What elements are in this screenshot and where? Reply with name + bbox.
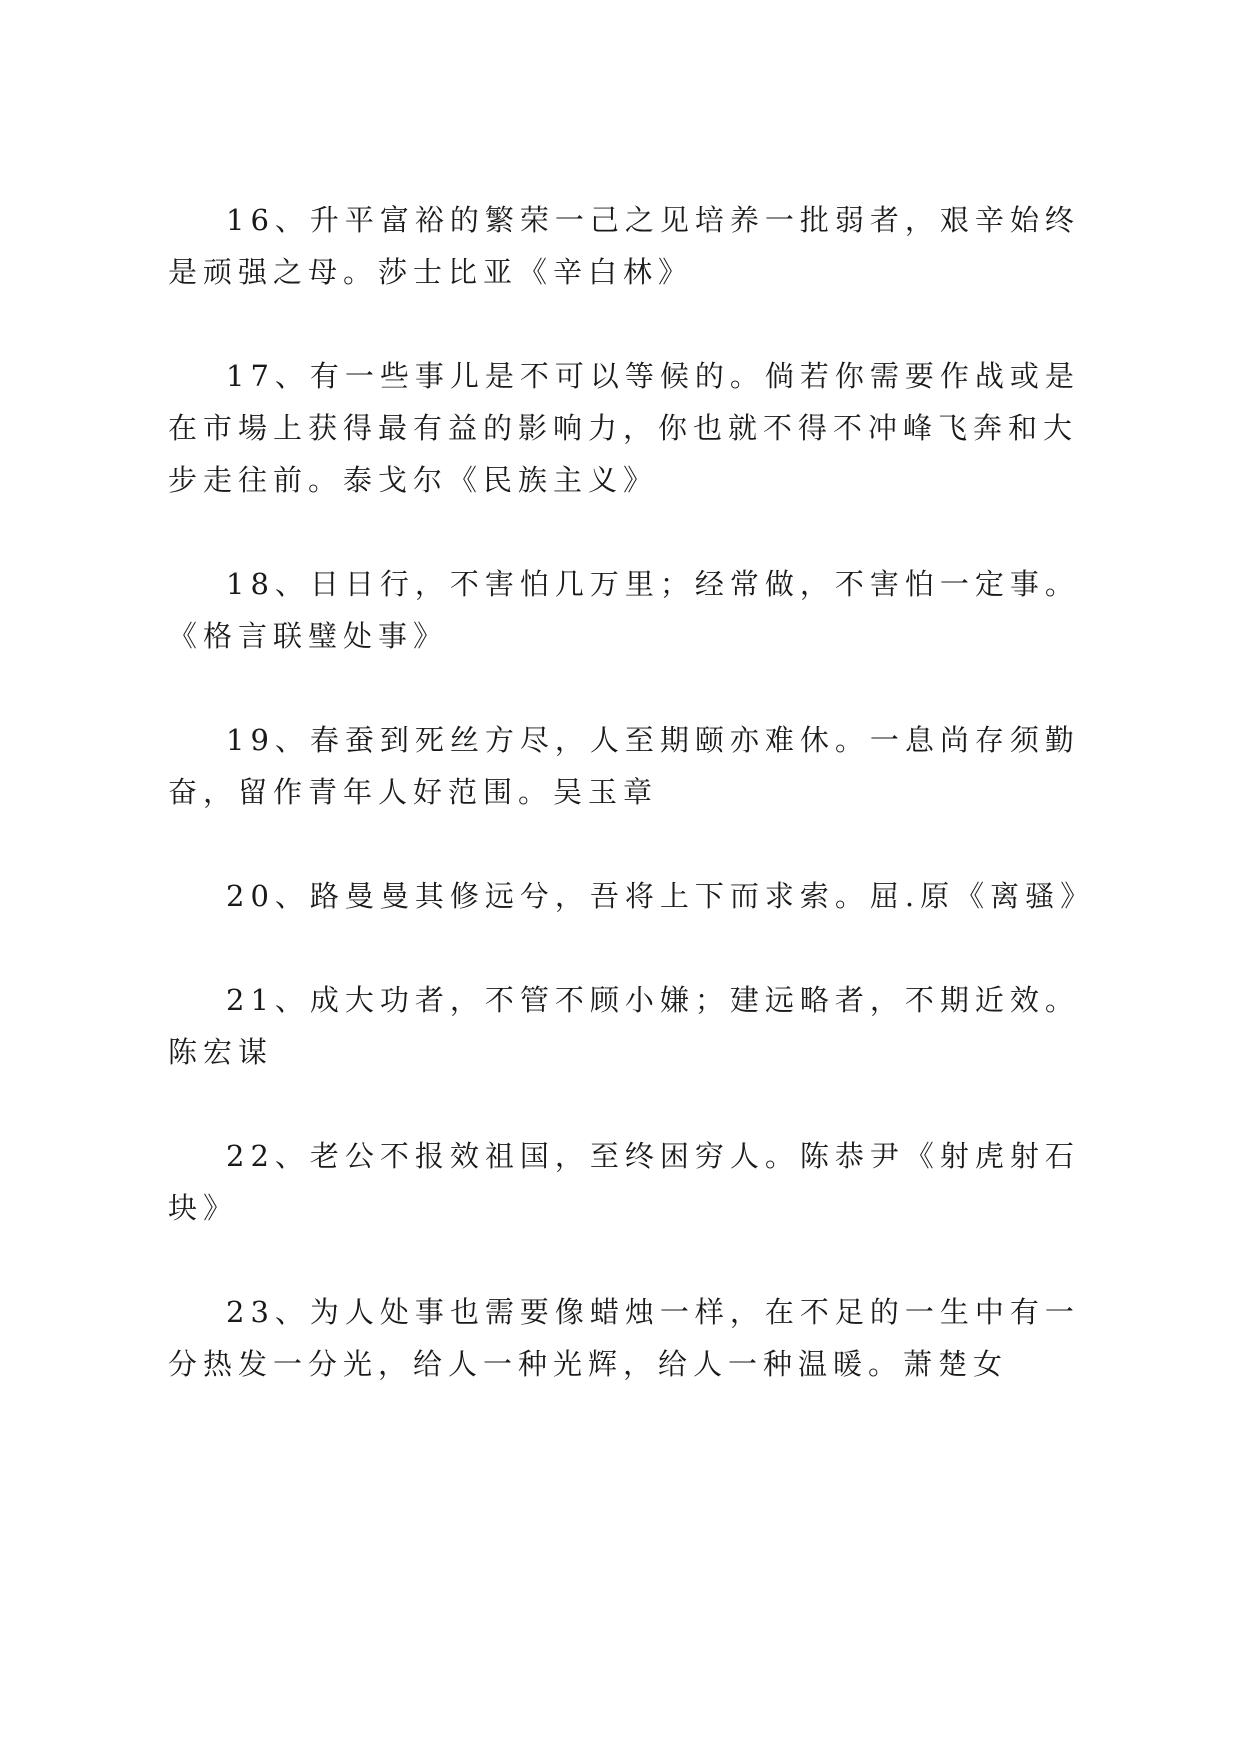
quote-entry-17	[168, 350, 1080, 506]
quote-line: 17、有一些事儿是不可以等候的。倘若你需要作战或是	[226, 359, 1080, 393]
quote-entry-18	[168, 558, 1080, 662]
quote-line: 是顽强之母。莎士比亚《辛白林》	[168, 255, 694, 289]
quote-line: 22、老公不报效祖国，至终困穷人。陈恭尹《射虎射石	[226, 1139, 1080, 1173]
quote-line: 19、春蚕到死丝方尽，人至期颐亦难休。一息尚存须勤	[226, 723, 1080, 757]
quote-line: 块》	[168, 1191, 239, 1225]
quote-entry-16	[168, 194, 1080, 298]
quote-line: 在市場上获得最有益的影响力，你也就不得不冲峰飞奔和大	[168, 411, 1079, 445]
quote-line: 奋，留作青年人好范围。吴玉章	[168, 775, 659, 809]
quote-entry-20	[168, 870, 1096, 922]
quote-line: 23、为人处事也需要像蜡烛一样，在不足的一生中有一	[226, 1295, 1080, 1329]
quote-line: 18、日日行，不害怕几万里；经常做，不害怕一定事。	[226, 567, 1080, 601]
quote-line: 16、升平富裕的繁荣一己之见培养一批弱者，艰辛始终	[226, 203, 1080, 237]
document-page	[168, 0, 1096, 1754]
quote-line: 步走往前。泰戈尔《民族主义》	[168, 463, 659, 497]
quote-entry-23	[168, 1286, 1080, 1390]
quote-entry-19	[168, 714, 1080, 818]
quote-line: 20、路曼曼其修远兮，吾将上下而求索。屈.原《离骚》	[226, 879, 1096, 913]
quote-line: 《格言联璧处事》	[168, 619, 449, 653]
quote-line: 陈宏谋	[168, 1035, 274, 1069]
quote-entry-22	[168, 1130, 1080, 1234]
quote-entry-21	[168, 974, 1080, 1078]
quote-line: 21、成大功者，不管不顾小嫌；建远略者，不期近效。	[226, 983, 1080, 1017]
quote-line: 分热发一分光，给人一种光辉，给人一种温暖。萧楚女	[168, 1347, 1009, 1381]
